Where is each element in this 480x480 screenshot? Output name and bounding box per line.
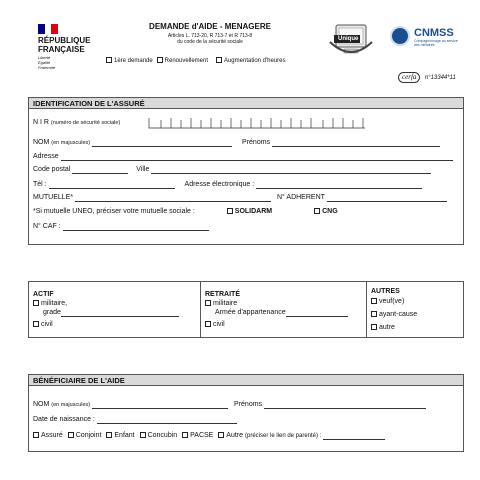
benef-prenoms-input[interactable] [264, 402, 426, 409]
checkbox[interactable] [205, 300, 211, 306]
republique-line-1: RÉPUBLIQUE [38, 36, 91, 45]
benef-nom-input[interactable] [92, 402, 228, 409]
checkbox[interactable] [140, 432, 146, 438]
checkbox[interactable] [106, 57, 112, 63]
checkbox[interactable] [227, 208, 233, 214]
nom-row: NOM (en majuscules) Prénoms [33, 138, 440, 147]
nir-row: N I R (numéro de sécurité sociale) [33, 119, 121, 126]
lien-autre-input[interactable] [323, 433, 385, 440]
request-options [106, 56, 286, 65]
option-first-request[interactable]: 1ère demande [106, 57, 153, 64]
checkbox[interactable] [205, 321, 211, 327]
armee-input[interactable] [286, 310, 348, 317]
caf-row: N° CAF : [33, 222, 209, 231]
actif-column [29, 282, 201, 337]
uneo-row: *Si mutuelle UNEO, préciser votre mutuelle sociale : SOLIDARM CNG [33, 208, 338, 215]
form-title-block [130, 22, 290, 45]
autres-autre[interactable]: autre [371, 323, 395, 332]
mutuelle-input[interactable] [75, 195, 271, 202]
adresse-input[interactable] [61, 154, 453, 161]
checkbox[interactable] [106, 432, 112, 438]
retraite-title: RETRAITÉ [205, 291, 240, 298]
cng-option[interactable]: CNG [314, 208, 338, 215]
solidarm-option[interactable]: SOLIDARM [227, 208, 272, 215]
cnmss-emblem-icon [390, 26, 410, 46]
retraite-civil[interactable]: civil [205, 320, 225, 329]
lien-assure[interactable]: Assuré [33, 432, 63, 439]
status-section [28, 281, 464, 338]
autres-veuf[interactable]: veuf(ve) [371, 297, 404, 306]
checkbox[interactable] [33, 432, 39, 438]
beneficiaire-section [28, 374, 464, 452]
autres-title: AUTRES [371, 288, 400, 295]
benef-naissance-row: Date de naissance : [33, 415, 237, 424]
benef-nom-row: NOM (en majuscules) Prénoms [33, 400, 426, 409]
checkbox[interactable] [314, 208, 320, 214]
autres-column [367, 282, 465, 337]
actif-civil[interactable]: civil [33, 320, 53, 329]
unique-label: Unique [338, 36, 359, 42]
code-postal-input[interactable] [72, 167, 128, 174]
nir-input[interactable] [147, 116, 367, 135]
adresse-row: Adresse [33, 152, 453, 161]
lien-concubin[interactable]: Concubin [140, 432, 178, 439]
devise-1: Liberté [38, 55, 51, 60]
tel-row: Tél : Adresse électronique : [33, 180, 422, 189]
form-code: du code de la sécurité sociale [177, 39, 243, 45]
checkbox[interactable] [68, 432, 74, 438]
republique-logo [38, 24, 98, 76]
cnmss-label: CNMSS [414, 27, 454, 39]
grade-input[interactable] [61, 310, 179, 317]
checkbox[interactable] [371, 311, 377, 317]
actif-title: ACTIF [33, 291, 54, 298]
cerfa-number: n°13344*11 [424, 75, 456, 81]
republique-line-2: FRANÇAISE [38, 45, 85, 54]
checkbox[interactable] [33, 300, 39, 306]
retraite-militaire[interactable]: militaire [205, 299, 237, 308]
tel-input[interactable] [49, 182, 175, 189]
checkbox[interactable] [218, 432, 224, 438]
checkbox[interactable] [33, 321, 39, 327]
lien-enfant[interactable]: Enfant [106, 432, 134, 439]
option-increase[interactable]: Augmentation d'heures [216, 57, 286, 64]
autres-ayant-cause[interactable]: ayant-cause [371, 310, 417, 319]
devise-3: Fraternité [38, 65, 56, 70]
identification-section [28, 97, 464, 245]
form-articles: Articles L. 713-20, R 713-7 et R 713-8 [167, 33, 253, 39]
checkbox[interactable] [157, 57, 163, 63]
retraite-armee: Armée d'appartenance [215, 308, 348, 317]
ville-input[interactable] [151, 167, 431, 174]
retraite-column [201, 282, 367, 337]
actif-grade: grade [43, 308, 179, 317]
code-postal-row: Code postal Ville [33, 165, 431, 174]
checkbox[interactable] [371, 298, 377, 304]
lien-conjoint[interactable]: Conjoint [68, 432, 102, 439]
nom-input[interactable] [92, 140, 232, 147]
flag-icon [38, 24, 58, 34]
identification-title: IDENTIFICATION DE L'ASSURÉ [29, 98, 463, 109]
actif-militaire[interactable]: militaire, [33, 299, 67, 308]
cerfa-block [398, 66, 456, 84]
benef-naissance-input[interactable] [97, 417, 237, 424]
option-renewal[interactable]: Renouvellement [157, 57, 208, 64]
adherent-input[interactable] [327, 195, 447, 202]
mutuelle-row: MUTUELLE* N° ADHERENT [33, 193, 447, 202]
checkbox[interactable] [182, 432, 188, 438]
prenoms-input[interactable] [272, 140, 440, 147]
benef-lien-row: Assuré Conjoint Enfant Concubin PACSE Autre (préciser le lien de parenté) : [33, 431, 385, 440]
checkbox[interactable] [216, 57, 222, 63]
form-title: DEMANDE d'AIDE - MENAGERE [149, 22, 271, 31]
unique-computer-icon [326, 22, 376, 60]
cnmss-logo [386, 26, 466, 52]
lien-autre[interactable]: Autre [218, 432, 243, 439]
checkbox[interactable] [371, 324, 377, 330]
email-input[interactable] [256, 182, 422, 189]
devise-2: Égalité [38, 60, 51, 65]
beneficiaire-title: BÉNÉFICIAIRE DE L'AIDE [29, 375, 463, 386]
cnmss-sub: Compagnonnage au service des militaires [414, 39, 458, 47]
caf-input[interactable] [63, 224, 209, 231]
lien-pacse[interactable]: PACSE [182, 432, 213, 439]
cerfa-logo: cerfa [398, 72, 420, 83]
